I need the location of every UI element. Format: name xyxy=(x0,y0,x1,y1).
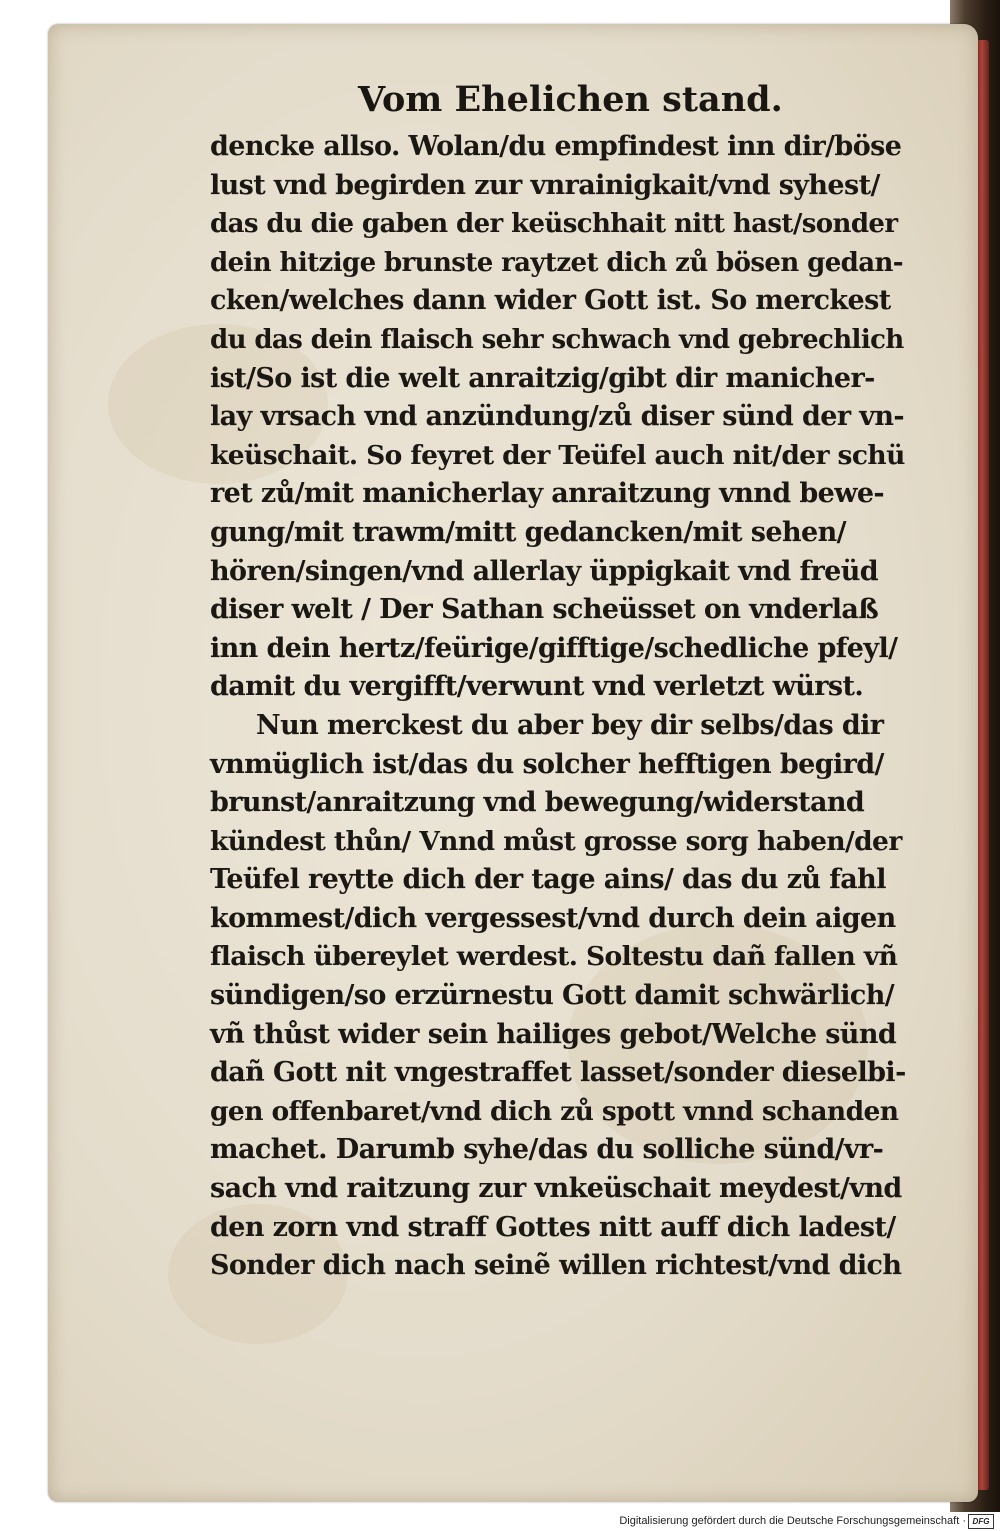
text-line: du das dein flaisch sehr schwach vnd gebrechlich xyxy=(210,324,904,355)
text-line: den zorn vnd straff Gottes nitt auff dich ladest/ xyxy=(210,1211,896,1243)
text-line: ret zů/mit manicherlay anraitzung vnnd bewe- xyxy=(210,478,885,510)
text-line: lay vrsach vnd anzündung/zů diser sünd der vn- xyxy=(210,401,904,433)
text-line: machet. Darumb syhe/das du solliche sünd/vr- xyxy=(210,1134,884,1166)
text-line: inn dein hertz/feürige/gifftige/schedliche pfeyl/ xyxy=(210,632,898,664)
text-line: gung/mit trawm/mitt gedancken/mit sehen/ xyxy=(210,516,846,548)
text-line: hören/singen/vnd allerlay üppigkait vnd freüd xyxy=(210,555,878,587)
text-line: sach vnd raitzung zur vnkeüschait meydest/vnd xyxy=(210,1173,902,1205)
text-line: dein hitzige brunste raytzet dich zů bösen gedan- xyxy=(210,247,903,278)
text-line: sündigen/so erzürnestu Gott damit schwärlich/ xyxy=(210,980,895,1012)
dfg-logo-icon: DFG xyxy=(968,1514,994,1529)
footer-bar xyxy=(0,1512,1000,1531)
text-line: das du die gaben der keüschhait nitt hast/sonder xyxy=(210,209,898,240)
text-line: Sonder dich nach seinẽ willen richtest/vnd dich xyxy=(210,1250,902,1282)
running-title: Vom Ehelichen stand. xyxy=(358,79,783,120)
text-line: brunst/anraitzung vnd bewegung/widerstand xyxy=(210,787,865,819)
text-line: gen offenbaret/vnd dich zů spott vnnd schanden xyxy=(210,1095,899,1127)
text-line: keüschait. So feyret der Teüfel auch nit/der schü xyxy=(210,439,905,471)
text-line: dañ Gott nit vngestraffet lasset/sonder dieselbi- xyxy=(210,1057,906,1089)
funding-credit: Digitalisierung gefördert durch die Deutsche Forschungsgemeinschaft · xyxy=(619,1515,966,1527)
text-line: kündest thůn/ Vnnd můst grosse sorg haben/der xyxy=(210,825,902,857)
text-line: diser welt / Der Sathan scheüsset on vnderlaß xyxy=(210,594,879,626)
text-line: ist/So ist die welt anraitzig/gibt dir manicher- xyxy=(210,362,875,394)
text-line: Teüfel reytte dich der tage ains/ das du zů fahl xyxy=(210,864,886,896)
text-line: vñ thůst wider sein hailiges gebot/Welche sünd xyxy=(210,1018,897,1050)
text-line: damit du vergifft/verwunt vnd verletzt würst. xyxy=(210,671,864,703)
paragraph-start-line: Nun merckest du aber bey dir selbs/das dir xyxy=(256,709,884,741)
page-text xyxy=(210,128,910,1286)
text-line: lust vnd begirden zur vnrainigkait/vnd syhest/ xyxy=(210,169,880,201)
text-line: flaisch übereylet werdest. Soltestu dañ fallen vñ xyxy=(210,941,898,973)
text-line: dencke allso. Wolan/du empfindest inn dir/böse xyxy=(210,131,902,162)
text-line: vnmüglich ist/das du solcher hefftigen begird/ xyxy=(210,748,884,780)
text-line: kommest/dich vergessest/vnd durch dein aigen xyxy=(210,902,896,934)
text-line: cken/welches dann wider Gott ist. So merckest xyxy=(210,285,891,317)
